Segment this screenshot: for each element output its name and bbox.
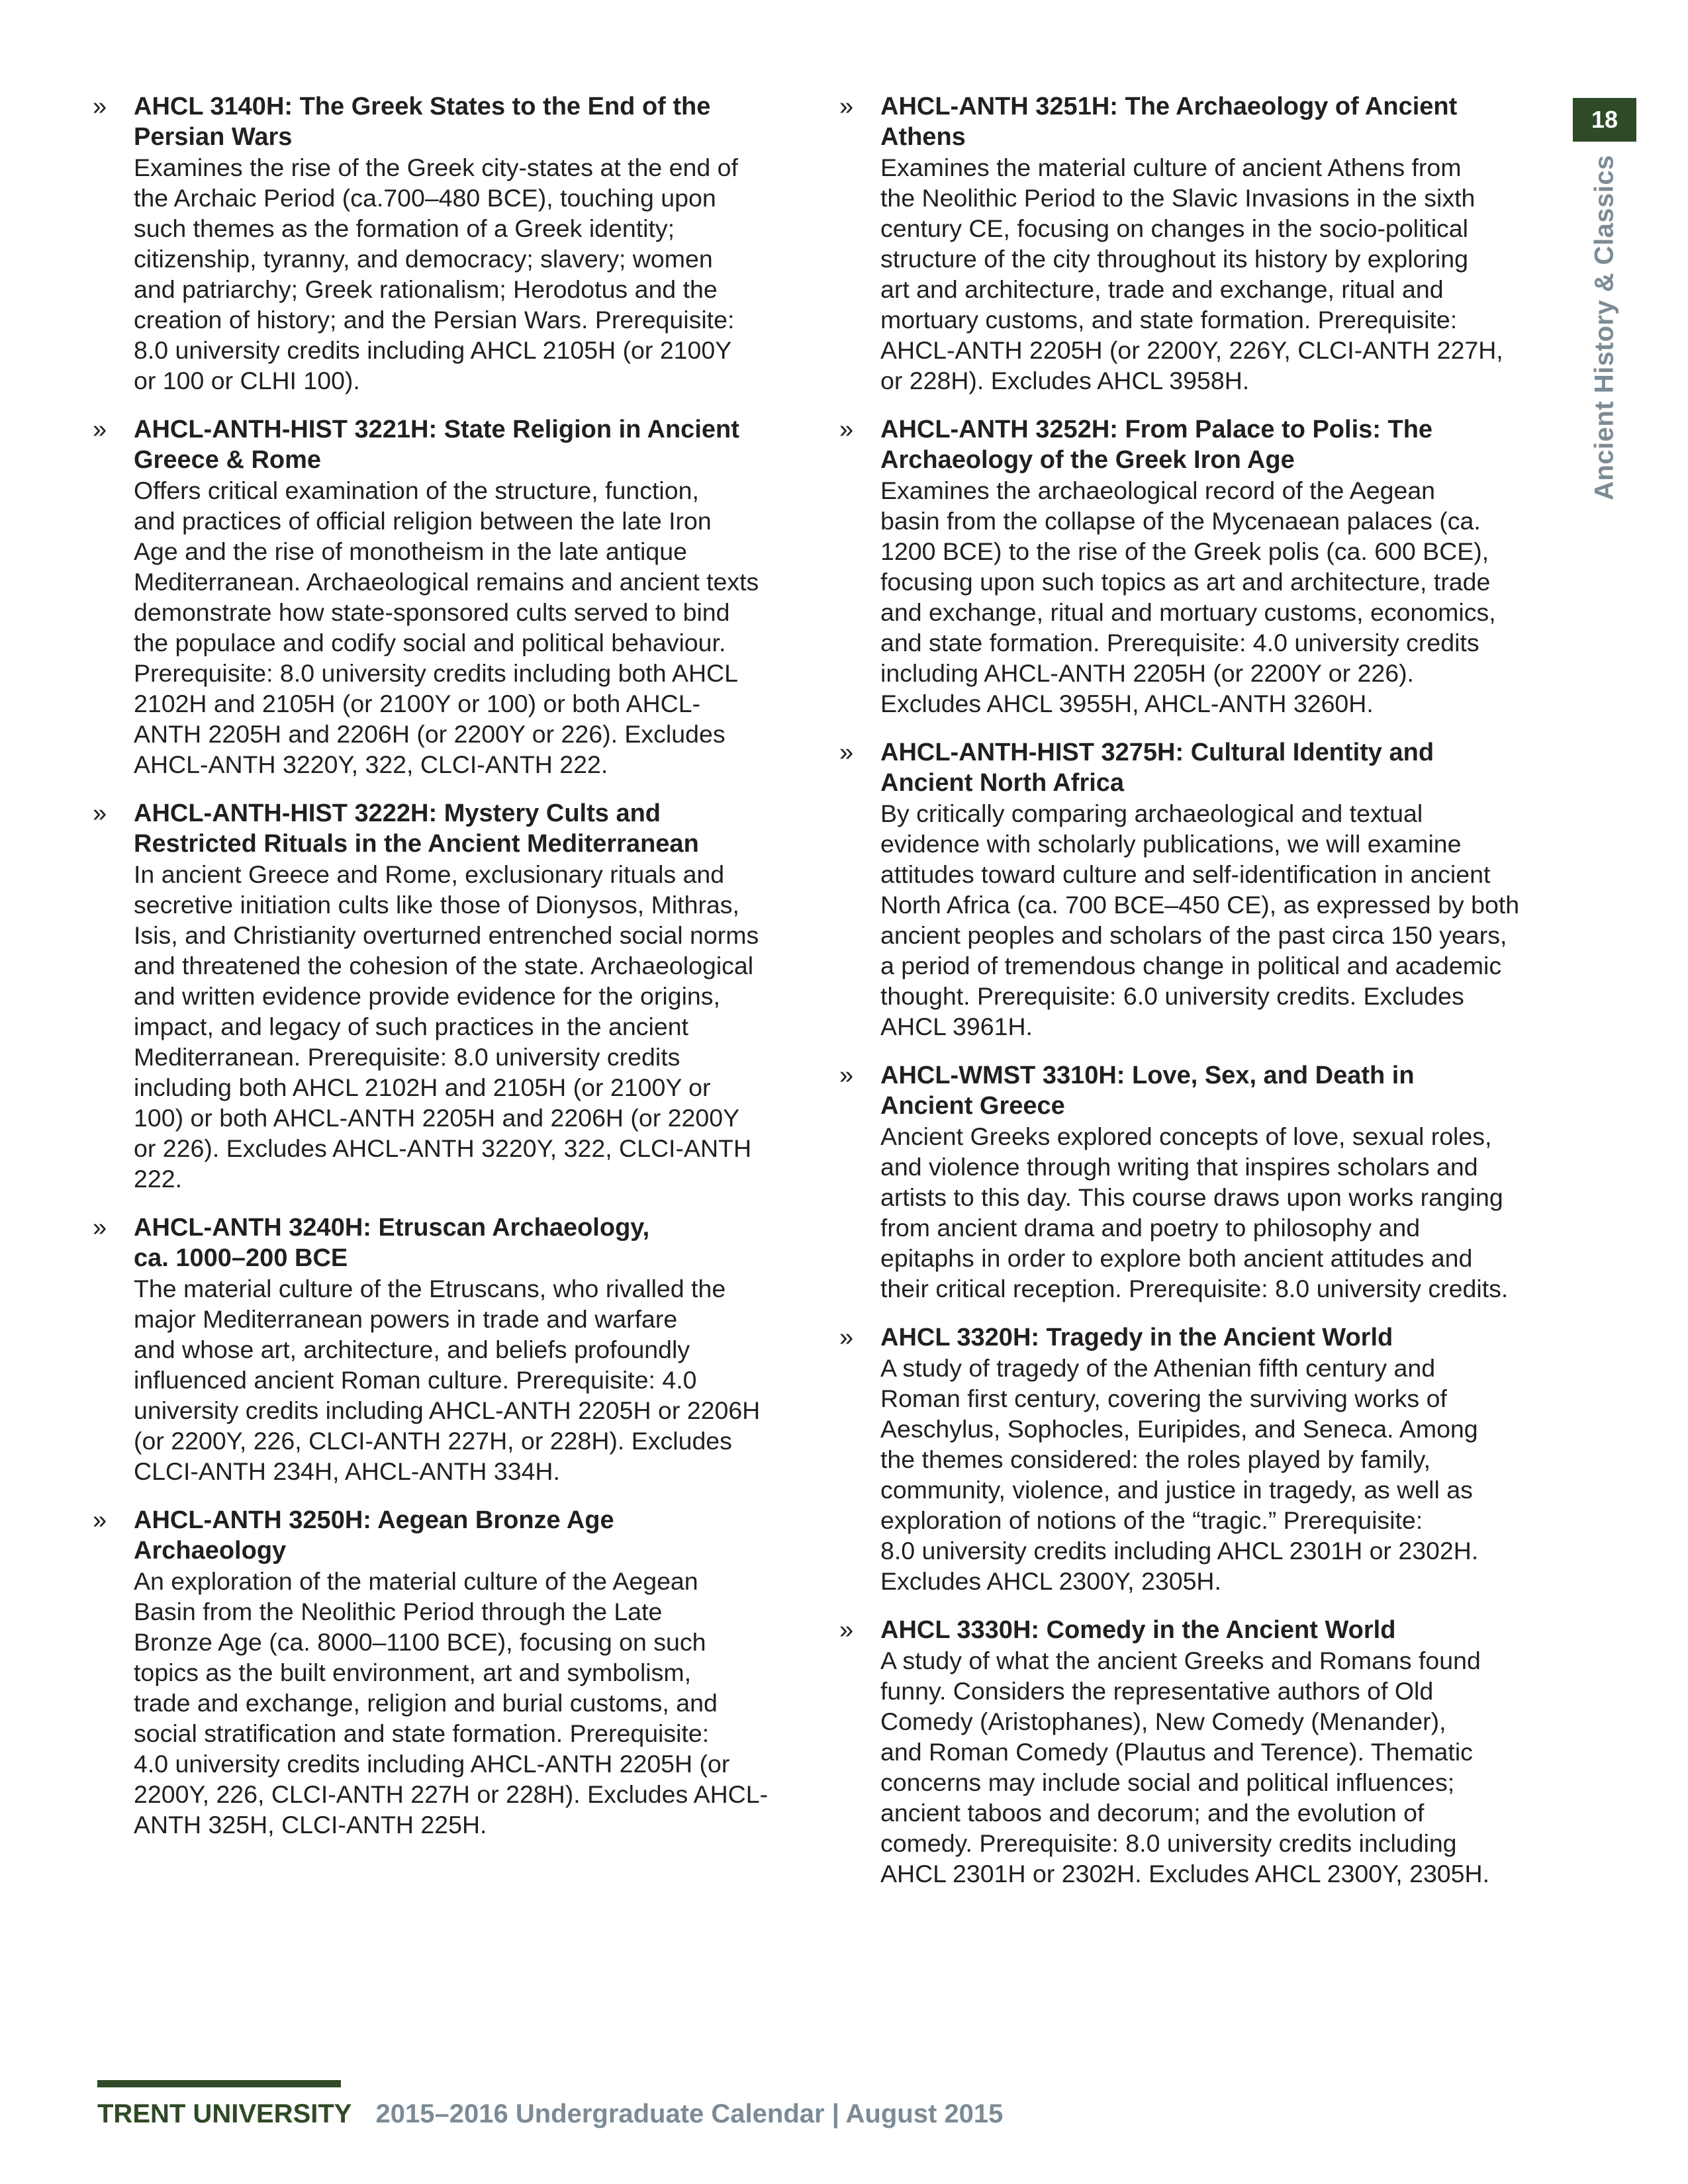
- course-description-line: A study of tragedy of the Athenian fifth century and: [880, 1354, 1436, 1382]
- course-description-line: impact, and legacy of such practices in the ancient: [134, 1013, 688, 1040]
- bullet-marker: »: [839, 1616, 854, 1644]
- course-title: [134, 1505, 808, 1566]
- course-description-line: epitaphs in order to explore both ancient attitudes and: [880, 1244, 1473, 1272]
- course-entry: [839, 91, 1561, 396]
- footer-rule: [97, 2080, 341, 2087]
- course-description-line: social stratification and state formation. Prerequisite:: [134, 1719, 710, 1747]
- course-entry: [839, 1060, 1561, 1304]
- right-column: [839, 91, 1561, 1907]
- course-description: [880, 152, 1561, 396]
- bullet-marker: »: [93, 93, 107, 120]
- course-description-line: the Archaic Period (ca.700–480 BCE), touching upon: [134, 184, 716, 212]
- course-description-line: and written evidence provide evidence for the origins,: [134, 982, 720, 1010]
- bullet-marker: »: [839, 1324, 854, 1351]
- course-description-line: Ancient Greeks explored concepts of love, sexual roles,: [880, 1122, 1492, 1150]
- course-description-line: A study of what the ancient Greeks and Romans found: [880, 1647, 1481, 1674]
- course-description: [134, 1273, 808, 1486]
- course-description-line: ANTH 2205H and 2206H (or 2200Y or 226). Excludes: [134, 720, 726, 748]
- course-description-line: Isis, and Christianity overturned entrenched social norms: [134, 921, 759, 949]
- course-description-line: In ancient Greece and Rome, exclusionary rituals and: [134, 860, 725, 888]
- bullet-marker: »: [839, 1062, 854, 1089]
- course-description-line: and whose art, architecture, and beliefs profoundly: [134, 1336, 690, 1363]
- course-description-line: CLCI-ANTH 234H, AHCL-ANTH 334H.: [134, 1457, 560, 1485]
- left-column: [93, 91, 808, 1858]
- course-title: [134, 798, 808, 859]
- course-description-line: 1200 BCE) to the rise of the Greek polis (ca. 600 BCE),: [880, 537, 1489, 565]
- course-description-line: their critical reception. Prerequisite: 8.0 university credits.: [880, 1275, 1509, 1302]
- course-description-line: North Africa (ca. 700 BCE–450 CE), as expressed by both: [880, 891, 1520, 919]
- bullet-marker: »: [93, 416, 107, 443]
- course-description-line: such themes as the formation of a Greek identity;: [134, 214, 675, 242]
- course-title: [880, 1615, 1561, 1645]
- course-title: [134, 1212, 808, 1273]
- course-description-line: the themes considered: the roles played by family,: [880, 1445, 1430, 1473]
- course-description-line: evidence with scholarly publications, we will examine: [880, 830, 1462, 858]
- course-description-line: century CE, focusing on changes in the socio-political: [880, 214, 1468, 242]
- course-description-line: ancient taboos and decorum; and the evolution of: [880, 1799, 1425, 1827]
- course-description: [880, 1645, 1561, 1889]
- course-description-line: major Mediterranean powers in trade and warfare: [134, 1305, 678, 1333]
- course-description-line: 100) or both AHCL-ANTH 2205H and 2206H (or 2200Y: [134, 1104, 740, 1132]
- course-description-line: Basin from the Neolithic Period through the Late: [134, 1598, 663, 1625]
- course-description-line: AHCL 2301H or 2302H. Excludes AHCL 2300Y, 2305H.: [880, 1860, 1490, 1888]
- course-description-line: Mediterranean. Prerequisite: 8.0 university credits: [134, 1043, 680, 1071]
- course-description: [880, 798, 1561, 1042]
- course-description: [134, 152, 808, 396]
- course-entry: [839, 737, 1561, 1042]
- course-description-line: creation of history; and the Persian Wars. Prerequisite:: [134, 306, 735, 334]
- bullet-marker: »: [93, 1214, 107, 1242]
- course-description-line: and Roman Comedy (Plautus and Terence). Thematic: [880, 1738, 1473, 1766]
- course-entry: [93, 91, 808, 396]
- course-description-line: 2200Y, 226, CLCI-ANTH 227H or 228H). Excludes AHCL-: [134, 1780, 769, 1808]
- course-description-line: Mediterranean. Archaeological remains and ancient texts: [134, 568, 759, 596]
- course-description-line: topics as the built environment, art and symbolism,: [134, 1659, 692, 1686]
- course-description-line: An exploration of the material culture of the Aegean: [134, 1567, 698, 1595]
- footer: [97, 2095, 1003, 2133]
- course-entry: [93, 1212, 808, 1486]
- course-description-line: Prerequisite: 8.0 university credits including both AHCL: [134, 659, 738, 687]
- course-description-line: By critically comparing archaeological and textual: [880, 799, 1423, 827]
- course-description: [134, 475, 808, 780]
- course-title: [880, 737, 1561, 798]
- course-description-line: concerns may include social and political influences;: [880, 1768, 1455, 1796]
- course-description-line: and state formation. Prerequisite: 4.0 university credits: [880, 629, 1479, 657]
- course-description-line: 8.0 university credits including AHCL 2301H or 2302H.: [880, 1537, 1479, 1565]
- bullet-marker: »: [839, 93, 854, 120]
- course-description-line: and patriarchy; Greek rationalism; Herodotus and the: [134, 275, 718, 303]
- course-description-line: ancient peoples and scholars of the past circa 150 years,: [880, 921, 1507, 949]
- course-description-line: artists to this day. This course draws upon works ranging: [880, 1183, 1503, 1211]
- course-title-line: AHCL-ANTH 3252H: From Palace to Polis: The: [880, 416, 1433, 443]
- course-entry: [839, 1615, 1561, 1889]
- course-title-line: AHCL-WMST 3310H: Love, Sex, and Death in: [880, 1062, 1415, 1089]
- course-description-line: 222.: [134, 1165, 182, 1193]
- course-description-line: including both AHCL 2102H and 2105H (or 2100Y or: [134, 1073, 711, 1101]
- course-description-line: AHCL-ANTH 2205H (or 2200Y, 226Y, CLCI-ANTH 227H,: [880, 336, 1503, 364]
- bullet-marker: »: [839, 416, 854, 443]
- course-description-line: Examines the material culture of ancient Athens from: [880, 154, 1462, 181]
- footer-university: TRENT UNIVERSITY: [97, 2099, 352, 2128]
- course-entry: [93, 798, 808, 1194]
- course-title: [880, 1322, 1561, 1353]
- course-description-line: Age and the rise of monotheism in the late antique: [134, 537, 687, 565]
- course-description-line: structure of the city throughout its history by exploring: [880, 245, 1468, 273]
- course-title-line: Persian Wars: [134, 123, 293, 151]
- section-side-label: Ancient History & Classics: [1589, 154, 1619, 501]
- course-description: [880, 1353, 1561, 1596]
- course-description-line: AHCL 3961H.: [880, 1013, 1033, 1040]
- course-description-line: AHCL-ANTH 3220Y, 322, CLCI-ANTH 222.: [134, 751, 608, 778]
- course-entry: [839, 1322, 1561, 1596]
- course-description-line: 2102H and 2105H (or 2100Y or 100) or both AHCL-: [134, 690, 701, 717]
- course-title-line: AHCL 3330H: Comedy in the Ancient World: [880, 1616, 1396, 1644]
- course-title-line: AHCL-ANTH-HIST 3275H: Cultural Identity and: [880, 739, 1434, 766]
- course-description-line: and threatened the cohesion of the state. Archaeological: [134, 952, 754, 979]
- course-description-line: focusing upon such topics as art and architecture, trade: [880, 568, 1491, 596]
- course-title-line: AHCL-ANTH-HIST 3222H: Mystery Cults and: [134, 799, 661, 827]
- bullet-marker: »: [93, 799, 107, 827]
- course-title-line: Athens: [880, 123, 966, 151]
- course-description-line: 4.0 university credits including AHCL-ANTH 2205H (or: [134, 1750, 730, 1778]
- course-description: [134, 859, 808, 1194]
- course-description-line: 8.0 university credits including AHCL 2105H (or 2100Y: [134, 336, 732, 364]
- course-description-line: or 228H). Excludes AHCL 3958H.: [880, 367, 1250, 394]
- course-description-line: Aeschylus, Sophocles, Euripides, and Seneca. Among: [880, 1415, 1478, 1443]
- course-description-line: the Neolithic Period to the Slavic Invasions in the sixth: [880, 184, 1476, 212]
- course-entry: [93, 414, 808, 780]
- course-description-line: and exchange, ritual and mortuary customs, economics,: [880, 598, 1496, 626]
- course-title: [880, 1060, 1561, 1121]
- course-title-line: AHCL-ANTH 3240H: Etruscan Archaeology,: [134, 1214, 650, 1242]
- course-title-line: AHCL 3140H: The Greek States to the End of the: [134, 93, 711, 120]
- course-description-line: the populace and codify social and political behaviour.: [134, 629, 726, 657]
- course-description-line: funny. Considers the representative authors of Old: [880, 1677, 1434, 1705]
- course-description-line: or 100 or CLHI 100).: [134, 367, 360, 394]
- course-title-line: AHCL-ANTH 3250H: Aegean Bronze Age: [134, 1506, 614, 1534]
- course-entry: [839, 414, 1561, 719]
- course-title-line: ca. 1000–200 BCE: [134, 1244, 348, 1272]
- bullet-marker: »: [839, 739, 854, 766]
- course-description-line: Roman first century, covering the surviving works of: [880, 1385, 1447, 1412]
- course-description-line: mortuary customs, and state formation. Prerequisite:: [880, 306, 1458, 334]
- course-description-line: thought. Prerequisite: 6.0 university credits. Excludes: [880, 982, 1464, 1010]
- course-description-line: university credits including AHCL-ANTH 2205H or 2206H: [134, 1396, 761, 1424]
- course-description-line: Examines the archaeological record of the Aegean: [880, 477, 1436, 504]
- course-description-line: secretive initiation cults like those of Dionysos, Mithras,: [134, 891, 739, 919]
- course-description: [880, 475, 1561, 719]
- course-description-line: a period of tremendous change in political and academic: [880, 952, 1502, 979]
- course-description-line: basin from the collapse of the Mycenaean palaces (ca.: [880, 507, 1481, 535]
- course-title: [880, 414, 1561, 475]
- course-description: [134, 1566, 808, 1840]
- course-description-line: art and architecture, trade and exchange, ritual and: [880, 275, 1444, 303]
- course-description-line: attitudes toward culture and self-identification in ancient: [880, 860, 1491, 888]
- page-number-badge: 18: [1573, 98, 1636, 142]
- course-description-line: or 226). Excludes AHCL-ANTH 3220Y, 322, CLCI-ANTH: [134, 1134, 752, 1162]
- course-description-line: demonstrate how state-sponsored cults served to bind: [134, 598, 730, 626]
- course-description-line: exploration of notions of the “tragic.” Prerequisite:: [880, 1506, 1423, 1534]
- course-description-line: ANTH 325H, CLCI-ANTH 225H.: [134, 1811, 487, 1839]
- course-description-line: and violence through writing that inspires scholars and: [880, 1153, 1478, 1181]
- course-title-line: Archaeology of the Greek Iron Age: [880, 446, 1295, 474]
- course-title: [134, 91, 808, 152]
- course-description-line: (or 2200Y, 226, CLCI-ANTH 227H, or 228H). Excludes: [134, 1427, 732, 1455]
- course-description-line: Excludes AHCL 3955H, AHCL-ANTH 3260H.: [880, 690, 1374, 717]
- course-title: [880, 91, 1561, 152]
- course-description-line: and practices of official religion between the late Iron: [134, 507, 712, 535]
- course-title: [134, 414, 808, 475]
- course-description-line: comedy. Prerequisite: 8.0 university credits including: [880, 1829, 1457, 1857]
- course-description-line: trade and exchange, religion and burial customs, and: [134, 1689, 718, 1717]
- course-description-line: influenced ancient Roman culture. Prerequisite: 4.0: [134, 1366, 697, 1394]
- course-description-line: Excludes AHCL 2300Y, 2305H.: [880, 1567, 1221, 1595]
- course-title-line: AHCL 3320H: Tragedy in the Ancient World: [880, 1324, 1393, 1351]
- course-description-line: community, violence, and justice in tragedy, as well as: [880, 1476, 1473, 1504]
- course-description-line: Bronze Age (ca. 8000–1100 BCE), focusing on such: [134, 1628, 706, 1656]
- course-entry: [93, 1505, 808, 1840]
- course-title-line: AHCL-ANTH 3251H: The Archaeology of Ancient: [880, 93, 1458, 120]
- course-description: [880, 1121, 1561, 1304]
- course-description-line: from ancient drama and poetry to philosophy and: [880, 1214, 1421, 1242]
- course-description-line: The material culture of the Etruscans, who rivalled the: [134, 1275, 726, 1302]
- course-title-line: Archaeology: [134, 1537, 287, 1565]
- course-description-line: Examines the rise of the Greek city-states at the end of: [134, 154, 738, 181]
- course-title-line: Restricted Rituals in the Ancient Mediterranean: [134, 830, 699, 858]
- course-description-line: Offers critical examination of the structure, function,: [134, 477, 699, 504]
- course-description-line: including AHCL-ANTH 2205H (or 2200Y or 226).: [880, 659, 1414, 687]
- course-description-line: Comedy (Aristophanes), New Comedy (Menander),: [880, 1707, 1446, 1735]
- course-title-line: Ancient Greece: [880, 1092, 1065, 1120]
- bullet-marker: »: [93, 1506, 107, 1534]
- course-title-line: Greece & Rome: [134, 446, 322, 474]
- course-title-line: AHCL-ANTH-HIST 3221H: State Religion in Ancient: [134, 416, 739, 443]
- footer-calendar-edition: 2015–2016 Undergraduate Calendar | August 2015: [375, 2099, 1004, 2128]
- course-description-line: citizenship, tyranny, and democracy; slavery; women: [134, 245, 713, 273]
- course-title-line: Ancient North Africa: [880, 769, 1125, 797]
